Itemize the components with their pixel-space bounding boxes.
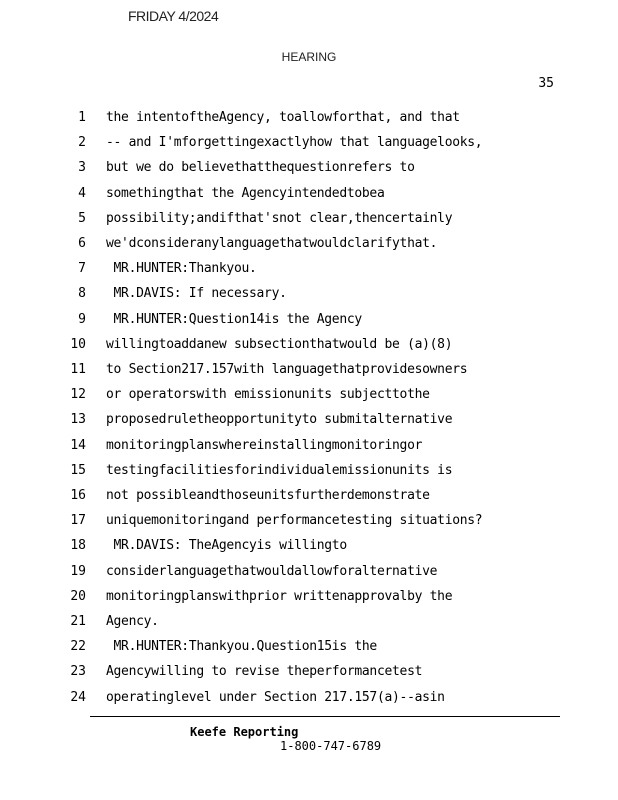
line-number: 24 [70,689,86,705]
line-number: 15 [70,462,86,478]
transcript-line [0,160,618,185]
transcript-line [0,135,618,160]
line-number: 12 [70,387,86,403]
line-number: 17 [70,513,86,529]
line-text: MR.DAVIS: TheAgencyis willingto [106,538,347,554]
line-text: MR.HUNTER:Thankyou.Question15is the [106,639,377,655]
transcript-line [0,690,618,715]
transcript-line [0,362,618,387]
line-text: uniquemonitoringand performancetesting situations? [106,513,483,529]
line-number: 10 [70,336,86,352]
transcript-line [0,488,618,513]
transcript-line [0,312,618,337]
line-text: MR.HUNTER:Question14is the Agency [106,311,362,327]
line-number: 20 [70,588,86,604]
line-text: somethingthat the Agencyintendedtobea [106,185,385,201]
line-number: 13 [70,412,86,428]
line-number: 4 [78,185,86,201]
transcript-line [0,337,618,362]
line-number: 11 [70,362,86,377]
line-text: testingfacilitiesforindividualemissionunits is [106,462,453,478]
transcript-line [0,538,618,563]
line-text: or operatorswith emissionunits subjecttothe [106,387,430,403]
line-number: 14 [70,437,86,453]
line-text: Agencywilling to revise theperformancetest [106,664,423,680]
line-number: 23 [70,664,86,680]
transcript-line [0,236,618,261]
line-text: Agency. [106,614,159,629]
line-number: 1 [78,110,86,125]
transcript-line [0,664,618,689]
transcript-line [0,387,618,412]
transcript-line [0,513,618,538]
line-text: to Section217.157with languagethatprovidesowners [106,362,468,377]
transcript-line [0,614,618,639]
line-text: the intentoftheAgency, toallowforthat, and that [106,110,460,125]
line-text: possibility;andifthat'snot clear,thencertainly [106,210,453,226]
footer-phone: 1-800-747-6789 [280,739,382,753]
line-number: 2 [78,135,86,151]
transcript-line [0,110,618,135]
line-number: 3 [78,160,86,176]
transcript-line [0,261,618,286]
line-number: 5 [78,210,86,226]
line-number: 22 [70,639,86,655]
transcript-line [0,412,618,437]
line-text: MR.HUNTER:Thankyou. [106,261,257,277]
line-number: 18 [70,538,86,554]
line-text: proposedruletheopportunityto submitalternative [106,412,453,428]
header-title: HEARING [281,50,337,64]
line-number: 6 [78,236,86,251]
line-text: monitoringplanswhereinstallingmonitoringor [106,437,423,453]
transcript-line [0,589,618,614]
line-number: 16 [70,488,86,503]
transcript-line [0,186,618,211]
transcript-line [0,639,618,664]
line-text: but we do believethatthequestionrefers to [106,160,415,176]
footer-divider [90,716,560,717]
line-number: 9 [78,311,86,327]
line-number: 19 [70,563,86,579]
footer-company: Keefe Reporting [190,725,299,739]
line-text: we'dconsideranylanguagethatwouldclarifythat. [106,236,438,251]
page-number: 35 [538,76,554,91]
transcript-line [0,564,618,589]
line-number: 8 [78,286,86,302]
line-text: monitoringplanswithprior writtenapprovalby the [106,588,453,604]
line-text: considerlanguagethatwouldallowforalternative [106,563,438,579]
header-date: FRIDAY 4/2024 [128,8,219,24]
transcript-line [0,463,618,488]
line-number: 21 [70,614,86,629]
transcript-line [0,286,618,311]
transcript-line [0,211,618,236]
transcript-line [0,438,618,463]
line-text: MR.DAVIS: If necessary. [106,286,287,302]
line-text: not possibleandthoseunitsfurtherdemonstrate [106,488,430,503]
line-text: operatinglevel under Section 217.157(a)--asin [106,689,445,705]
line-text: -- and I'mforgettingexactlyhow that languagelooks, [106,135,483,151]
line-text: willingtoaddanew subsectionthatwould be (a)(8) [106,336,453,352]
line-number: 7 [78,261,86,277]
